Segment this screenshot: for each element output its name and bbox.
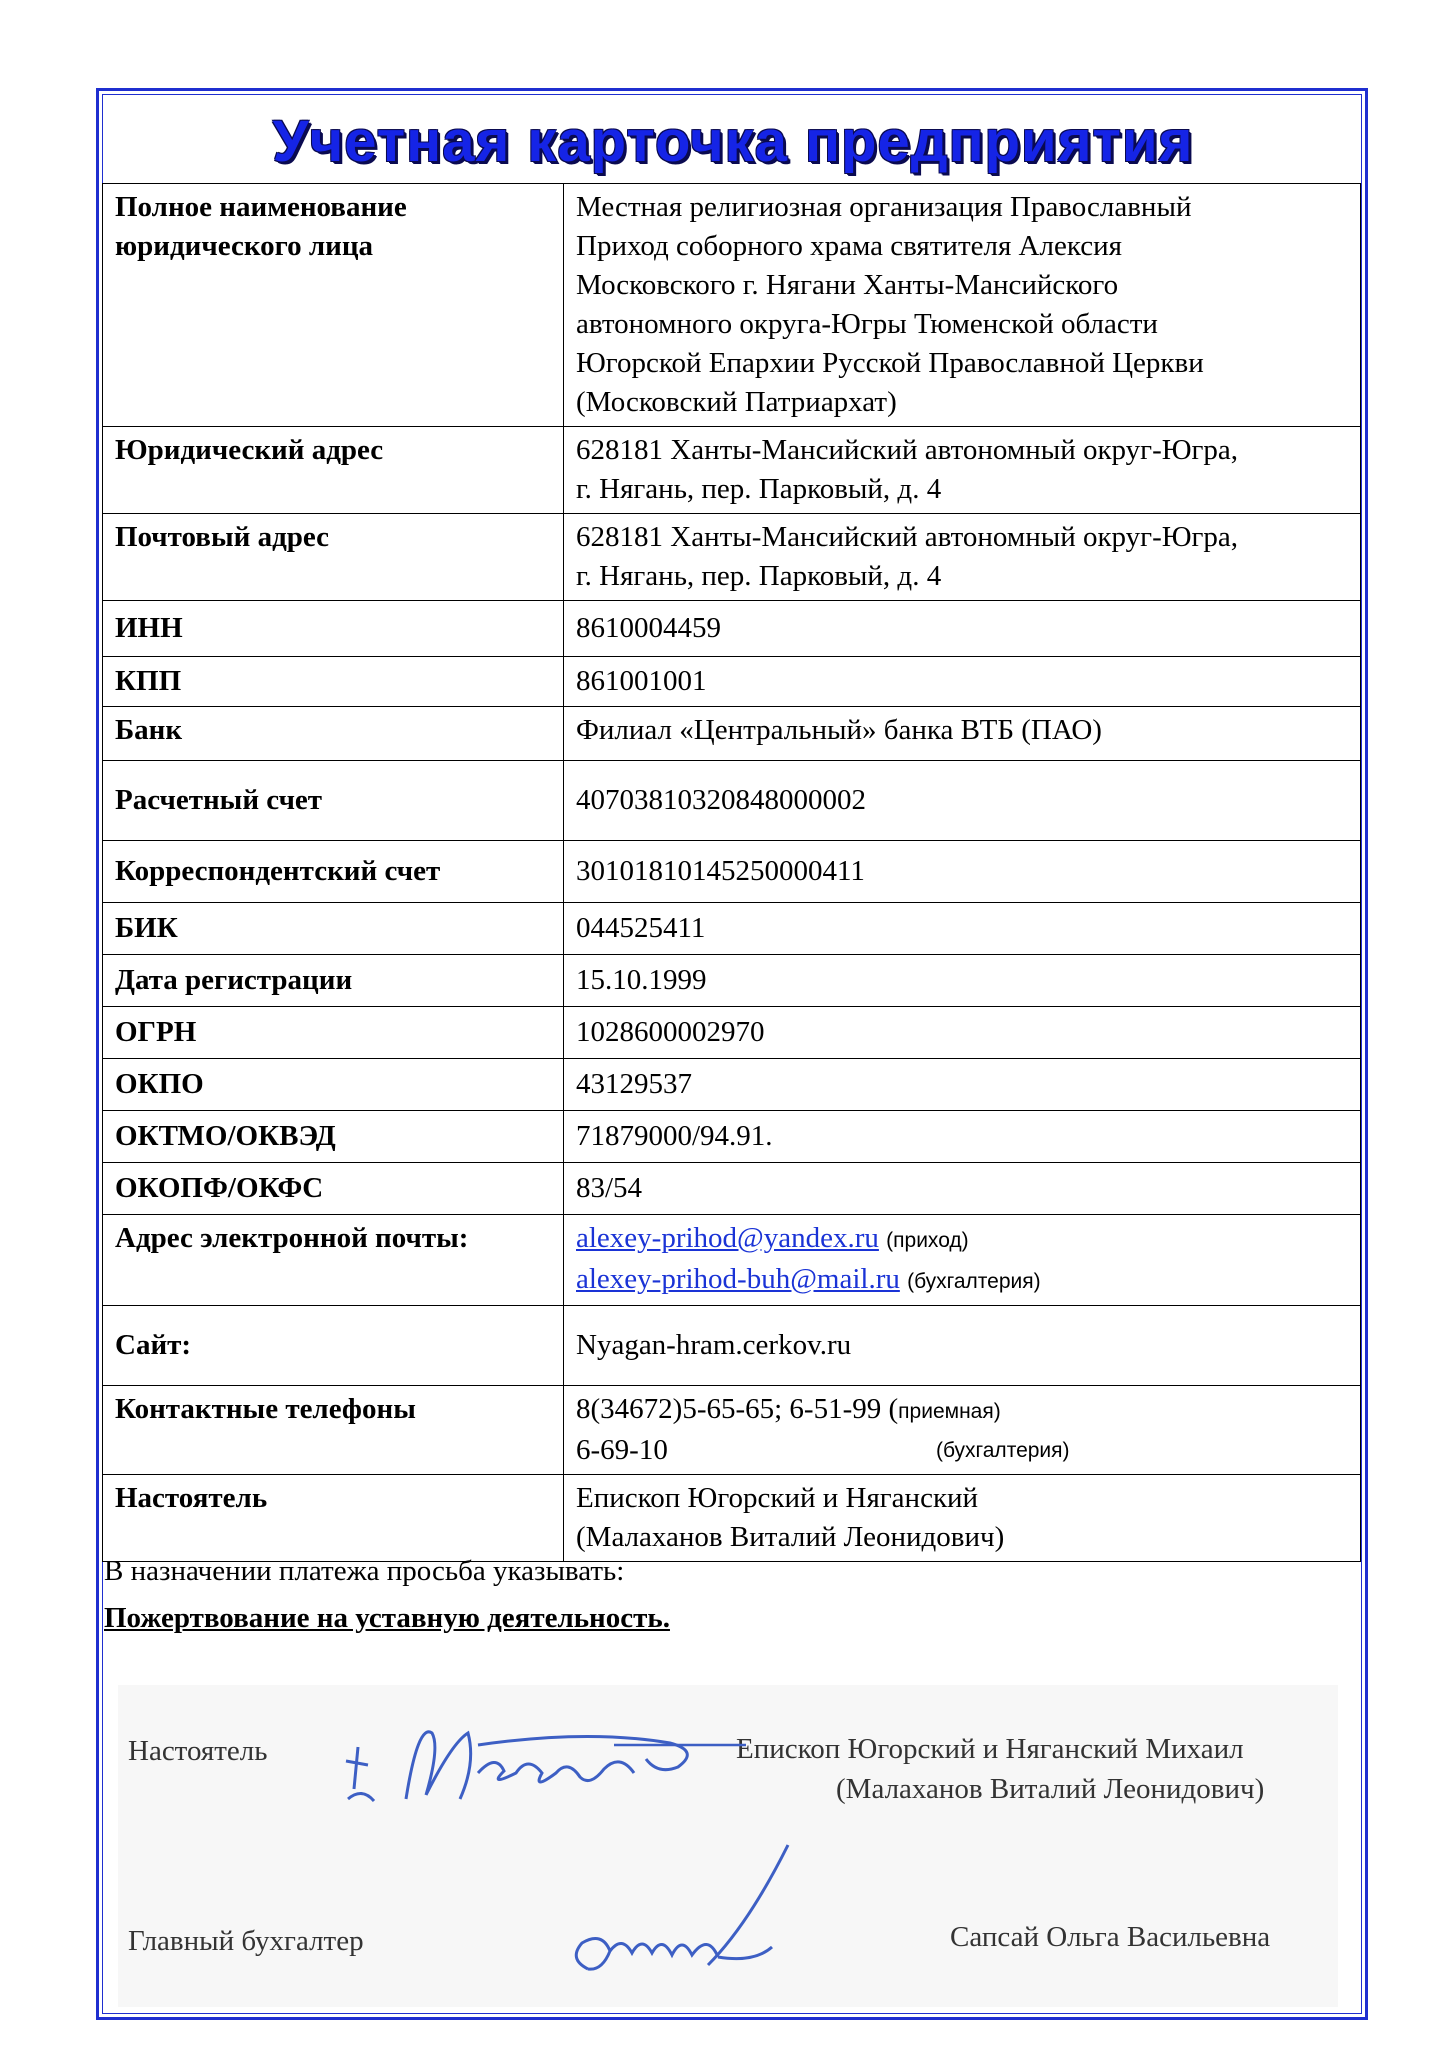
inn-label: ИНН: [103, 601, 564, 657]
table-row: [103, 657, 1361, 707]
full-name-label: Полное наименование юридического лица: [103, 184, 564, 427]
email-value: [564, 1215, 1361, 1306]
postal-address-label: Почтовый адрес: [103, 514, 564, 601]
okpo-label: ОКПО: [103, 1059, 564, 1111]
rector-label: Настоятель: [103, 1475, 564, 1562]
full-name-value: [564, 184, 1361, 427]
email-link-accounting[interactable]: alexey-prihod-buh@mail.ru: [576, 1263, 900, 1295]
full-name-line: (Московский Патриархат): [576, 386, 897, 418]
bik-value: 044525411: [564, 903, 1361, 955]
table-row: [103, 1059, 1361, 1111]
table-row: [103, 761, 1361, 841]
rector-role: Настоятель: [128, 1735, 268, 1767]
page-title: Учетная карточка предприятия: [272, 108, 1194, 174]
phone-accounting-note: (бухгалтерия): [936, 1439, 1070, 1462]
full-name-line: Местная религиозная организация Православный: [576, 191, 1192, 223]
table-row: [103, 903, 1361, 955]
accountant-role: Главный бухгалтер: [128, 1925, 364, 1957]
table-row: [103, 955, 1361, 1007]
phone-main-note: приемная): [898, 1400, 1001, 1423]
phones-label: Контактные телефоны: [103, 1386, 564, 1475]
rector-name-line2: (Малаханов Виталий Леонидович): [836, 1773, 1265, 1805]
bank-label: Банк: [103, 707, 564, 761]
table-row: [103, 1386, 1361, 1475]
email-note-accounting: (бухгалтерия): [907, 1270, 1041, 1293]
rector-signature-image: [328, 1703, 748, 1823]
email-link-parish[interactable]: alexey-prihod@yandex.ru: [576, 1222, 879, 1254]
ogrn-value: 1028600002970: [564, 1007, 1361, 1059]
postal-address-value: [564, 514, 1361, 601]
table-row: [103, 427, 1361, 514]
phone-accounting: 6-69-10: [576, 1434, 668, 1466]
legal-address-value: [564, 427, 1361, 514]
site-label: Сайт:: [103, 1306, 564, 1386]
okopf-label: ОКОПФ/ОКФС: [103, 1163, 564, 1215]
site-value[interactable]: Nyagan-hram.cerkov.ru: [564, 1306, 1361, 1386]
payment-purpose: Пожертвование на уставную деятельность.: [104, 1602, 670, 1634]
company-card-table: [102, 183, 1361, 1562]
kpp-label: КПП: [103, 657, 564, 707]
table-row: [103, 1475, 1361, 1562]
email-label: Адрес электронной почты:: [103, 1215, 564, 1306]
email-note-parish: (приход): [886, 1229, 969, 1252]
inn-value: 8610004459: [564, 601, 1361, 657]
okpo-value: 43129537: [564, 1059, 1361, 1111]
table-row: [103, 601, 1361, 657]
oktmo-label: ОКТМО/ОКВЭД: [103, 1111, 564, 1163]
postal-address-line: 628181 Ханты-Мансийский автономный округ-Югра,: [576, 521, 1239, 553]
table-row: [103, 707, 1361, 761]
oktmo-value: 71879000/94.91.: [564, 1111, 1361, 1163]
legal-address-label: Юридический адрес: [103, 427, 564, 514]
okopf-value: 83/54: [564, 1163, 1361, 1215]
rector-line: Епископ Югорский и Няганский: [576, 1482, 979, 1514]
full-name-line: автономного округа-Югры Тюменской области: [576, 308, 1158, 340]
full-name-line: Югорской Епархии Русской Православной Церкви: [576, 347, 1204, 379]
phone-main: 8(34672)5-65-65; 6-51-99 (: [576, 1393, 899, 1425]
full-name-line: Московского г. Нягани Ханты-Мансийского: [576, 269, 1119, 301]
account-label: Расчетный счет: [103, 761, 564, 841]
table-row: [103, 841, 1361, 903]
rector-name-line1: Епископ Югорский и Няганский Михаил: [736, 1733, 1244, 1765]
full-name-line: Приход соборного храма святителя Алексия: [576, 230, 1122, 262]
legal-address-line: 628181 Ханты-Мансийский автономный округ-Югра,: [576, 434, 1239, 466]
payment-note: В назначении платежа просьба указывать:: [104, 1555, 625, 1587]
table-row: [103, 1163, 1361, 1215]
table-row: [103, 1306, 1361, 1386]
reg-date-value: 15.10.1999: [564, 955, 1361, 1007]
table-row: [103, 184, 1361, 427]
account-value: 40703810320848000002: [564, 761, 1361, 841]
table-row: [103, 1215, 1361, 1306]
phones-value: [564, 1386, 1361, 1475]
table-row: [103, 1111, 1361, 1163]
rector-value: [564, 1475, 1361, 1562]
rector-line: (Малаханов Виталий Леонидович): [576, 1521, 1005, 1553]
legal-address-line: г. Нягань, пер. Парковый, д. 4: [576, 473, 942, 505]
corr-account-value: 30101810145250000411: [564, 841, 1361, 903]
reg-date-label: Дата регистрации: [103, 955, 564, 1007]
table-row: [103, 1007, 1361, 1059]
postal-address-line: г. Нягань, пер. Парковый, д. 4: [576, 560, 942, 592]
corr-account-label: Корреспондентский счет: [103, 841, 564, 903]
table-row: [103, 514, 1361, 601]
accountant-name: Сапсай Ольга Васильевна: [950, 1921, 1271, 1953]
ogrn-label: ОГРН: [103, 1007, 564, 1059]
accountant-signature-image: [558, 1835, 808, 1995]
signature-block: [118, 1685, 1338, 2007]
kpp-value: 861001001: [564, 657, 1361, 707]
bik-label: БИК: [103, 903, 564, 955]
bank-value: Филиал «Центральный» банка ВТБ (ПАО): [564, 707, 1361, 761]
